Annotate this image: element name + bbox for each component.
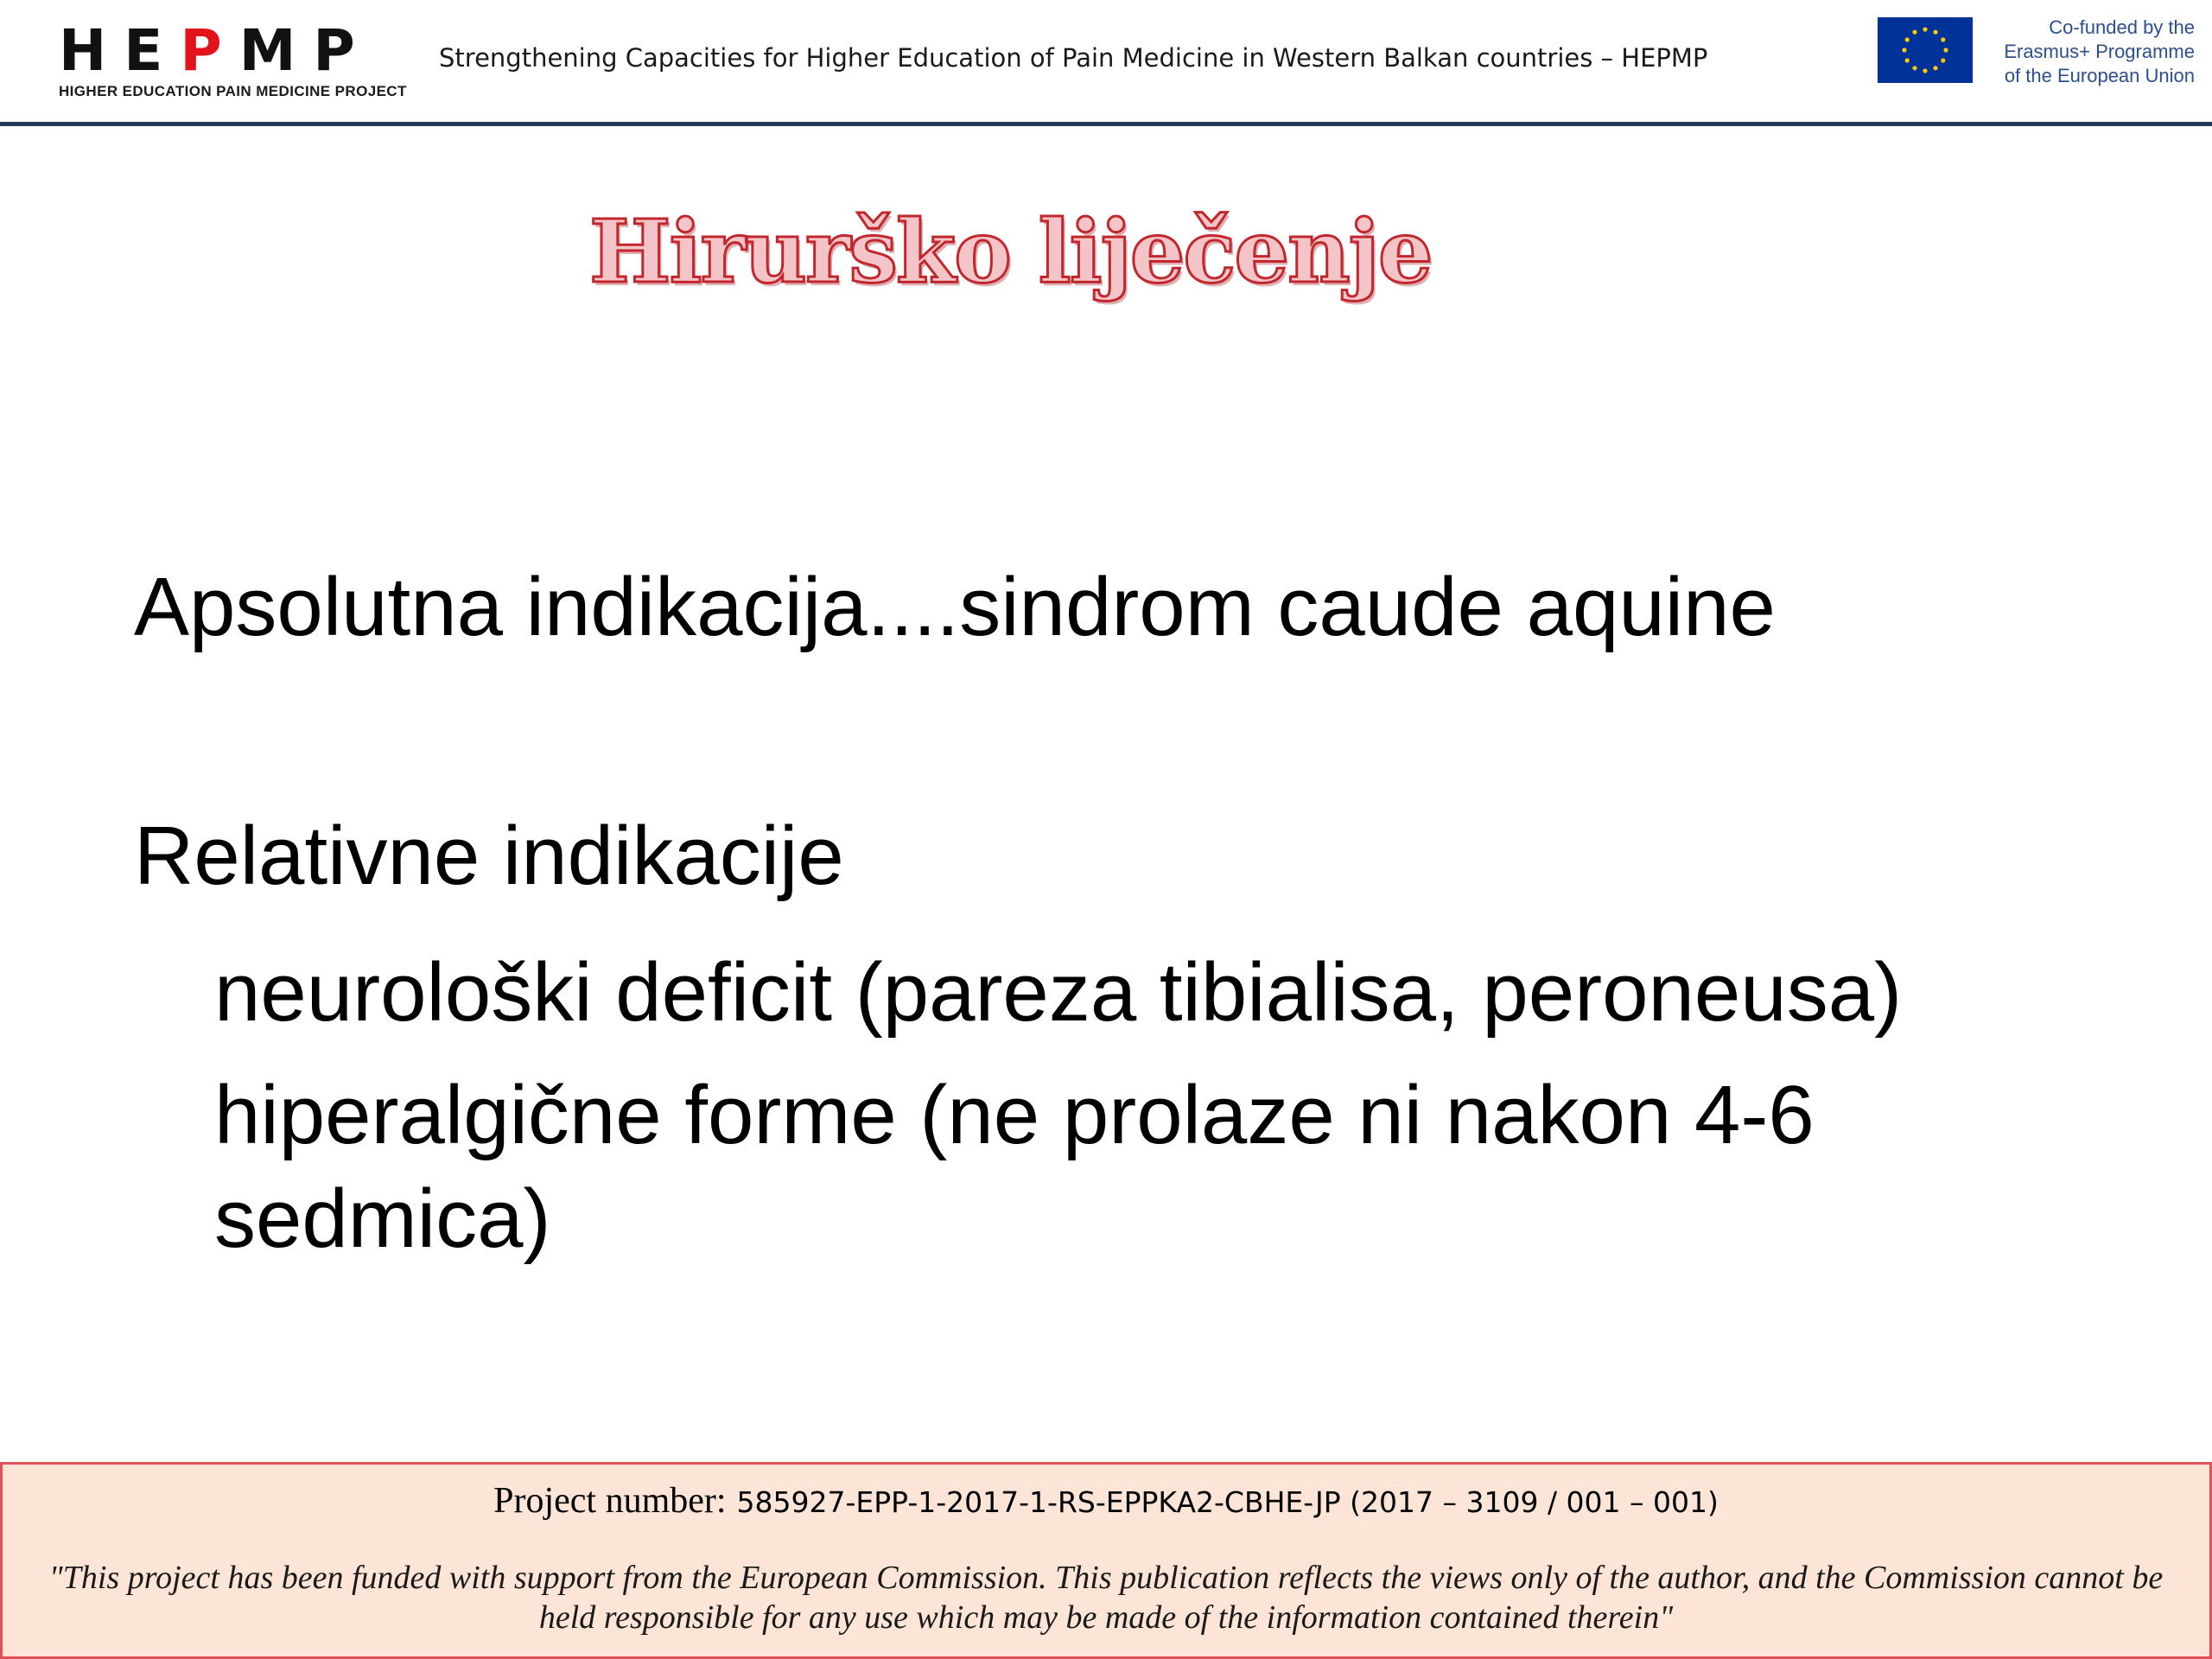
- funding-disclaimer: "This project has been funded with support from the European Commission. This publication reflects the views only of the author, and the Commission cannot be held responsible for any use which may be made of the information contained therein": [48, 1560, 2164, 1636]
- relative-item: neurološki deficit (pareza tibialisa, peroneusa): [214, 946, 1903, 1039]
- eu-text-line: of the European Union: [2004, 65, 2195, 86]
- eu-cofunded-text: [2004, 16, 2195, 88]
- hepmp-logo: [59, 17, 407, 100]
- relative-item: hiperalgične forme (ne prolaze ni nakon 4-6: [214, 1069, 1815, 1161]
- logo-letter-m: M: [238, 17, 314, 84]
- project-number-value: 585927-EPP-1-2017-1-RS-EPPKA2-CBHE-JP (2017 – 3109 / 001 – 001): [736, 1485, 1719, 1519]
- logo-letter-p: P: [180, 17, 239, 84]
- slide-header: [0, 0, 2212, 126]
- relative-item-continuation: sedmica): [214, 1173, 551, 1265]
- relative-indications-heading: Relativne indikacije: [134, 810, 844, 902]
- absolute-indication: Apsolutna indikacija....sindrom caude aquine: [134, 561, 1776, 653]
- slide-title: Hirurško liječenje: [589, 200, 1432, 302]
- logo-subtitle: HIGHER EDUCATION PAIN MEDICINE PROJECT: [59, 83, 407, 99]
- project-number-line: [3, 1480, 2209, 1522]
- logo-letter-h: H: [59, 17, 124, 84]
- project-footer: [0, 1462, 2212, 1659]
- logo-letter-e: E: [124, 17, 181, 84]
- eu-flag-icon: [1878, 17, 1973, 83]
- eu-text-line: Co-funded by the: [2049, 16, 2195, 38]
- logo-wordmark: [59, 17, 404, 84]
- project-number-label: Project number:: [493, 1481, 727, 1521]
- logo-letter-p2: P: [313, 17, 372, 84]
- header-title: Strengthening Capacities for Higher Education of Pain Medicine in Western Balkan countries – HEPMP: [439, 43, 1708, 73]
- eu-text-line: Erasmus+ Programme: [2004, 41, 2195, 62]
